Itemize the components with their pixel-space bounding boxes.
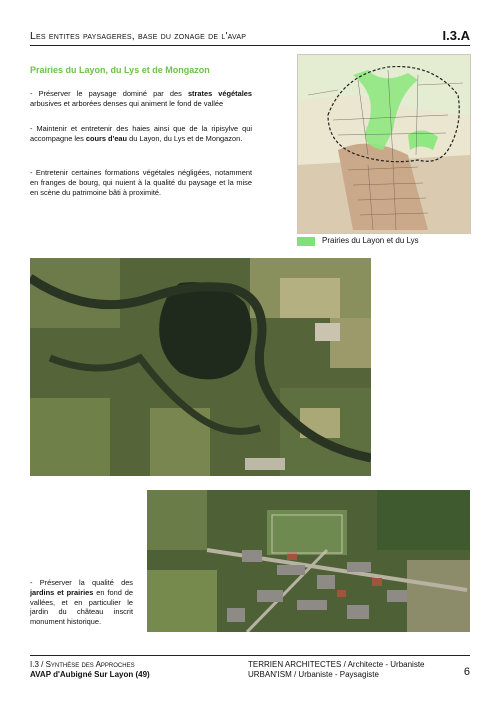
bottom-paragraph-text-a: - Préserver la qualité des [30, 578, 133, 587]
bottom-paragraph-text-c: en fond de vallées, et en particulier le jardin du château inscrit monument historique. [30, 587, 133, 627]
paragraph-2 [30, 124, 252, 144]
section-title: Prairies du Layon, du Lys et de Mongazon [30, 65, 210, 75]
legend-swatch [297, 237, 315, 246]
bottom-paragraph [30, 578, 133, 627]
bottom-paragraph-bold: jardins et prairies [30, 587, 94, 597]
paragraph-1-text-a: - Préserver le paysage dominé par des [30, 89, 188, 98]
paragraph-1-text-c: arbusives et arborées denses qui animent le fond de vallée [30, 98, 224, 108]
legend-label: Prairies du Layon et du Lys [322, 236, 419, 245]
paragraph-1-bold: strates végétales [187, 89, 252, 98]
aerial-photo-village [147, 490, 470, 632]
paragraph-2-bold: cours d'eau [85, 133, 128, 143]
header-rule [30, 45, 470, 46]
page-number: 6 [463, 666, 470, 678]
aerial-photo-valley [30, 258, 371, 476]
paragraph-2-text-a: - Maintenir et entretenir des haies ainsi que de la ripisylve qui accompagne les [30, 124, 252, 143]
footer-section: I.3 / Synthèse des Approches [30, 660, 135, 669]
zoning-map [297, 54, 471, 234]
section-code: I.3.A [442, 28, 470, 43]
footer-firm-1: TERRIEN ARCHITECTES / Architecte - Urbaniste [248, 660, 425, 669]
header-title: Les entites paysageres, base du zonage de l'avap [30, 30, 247, 42]
paragraph-3: - Entretenir certaines formations végétales négligées, notamment en franges de bourg, qui nuient à la qualité du paysage et la mise en scène du patrimoine bâti à proximité. [30, 168, 252, 197]
footer-project: AVAP d'Aubigné Sur Layon (49) [30, 670, 150, 679]
footer-firm-2: URBAN'ISM / Urbaniste - Paysagiste [248, 670, 379, 679]
paragraph-2-text-c: du Layon, du Lys et de Mongazon. [127, 133, 243, 143]
paragraph-1 [30, 89, 252, 109]
footer-rule [30, 655, 470, 656]
